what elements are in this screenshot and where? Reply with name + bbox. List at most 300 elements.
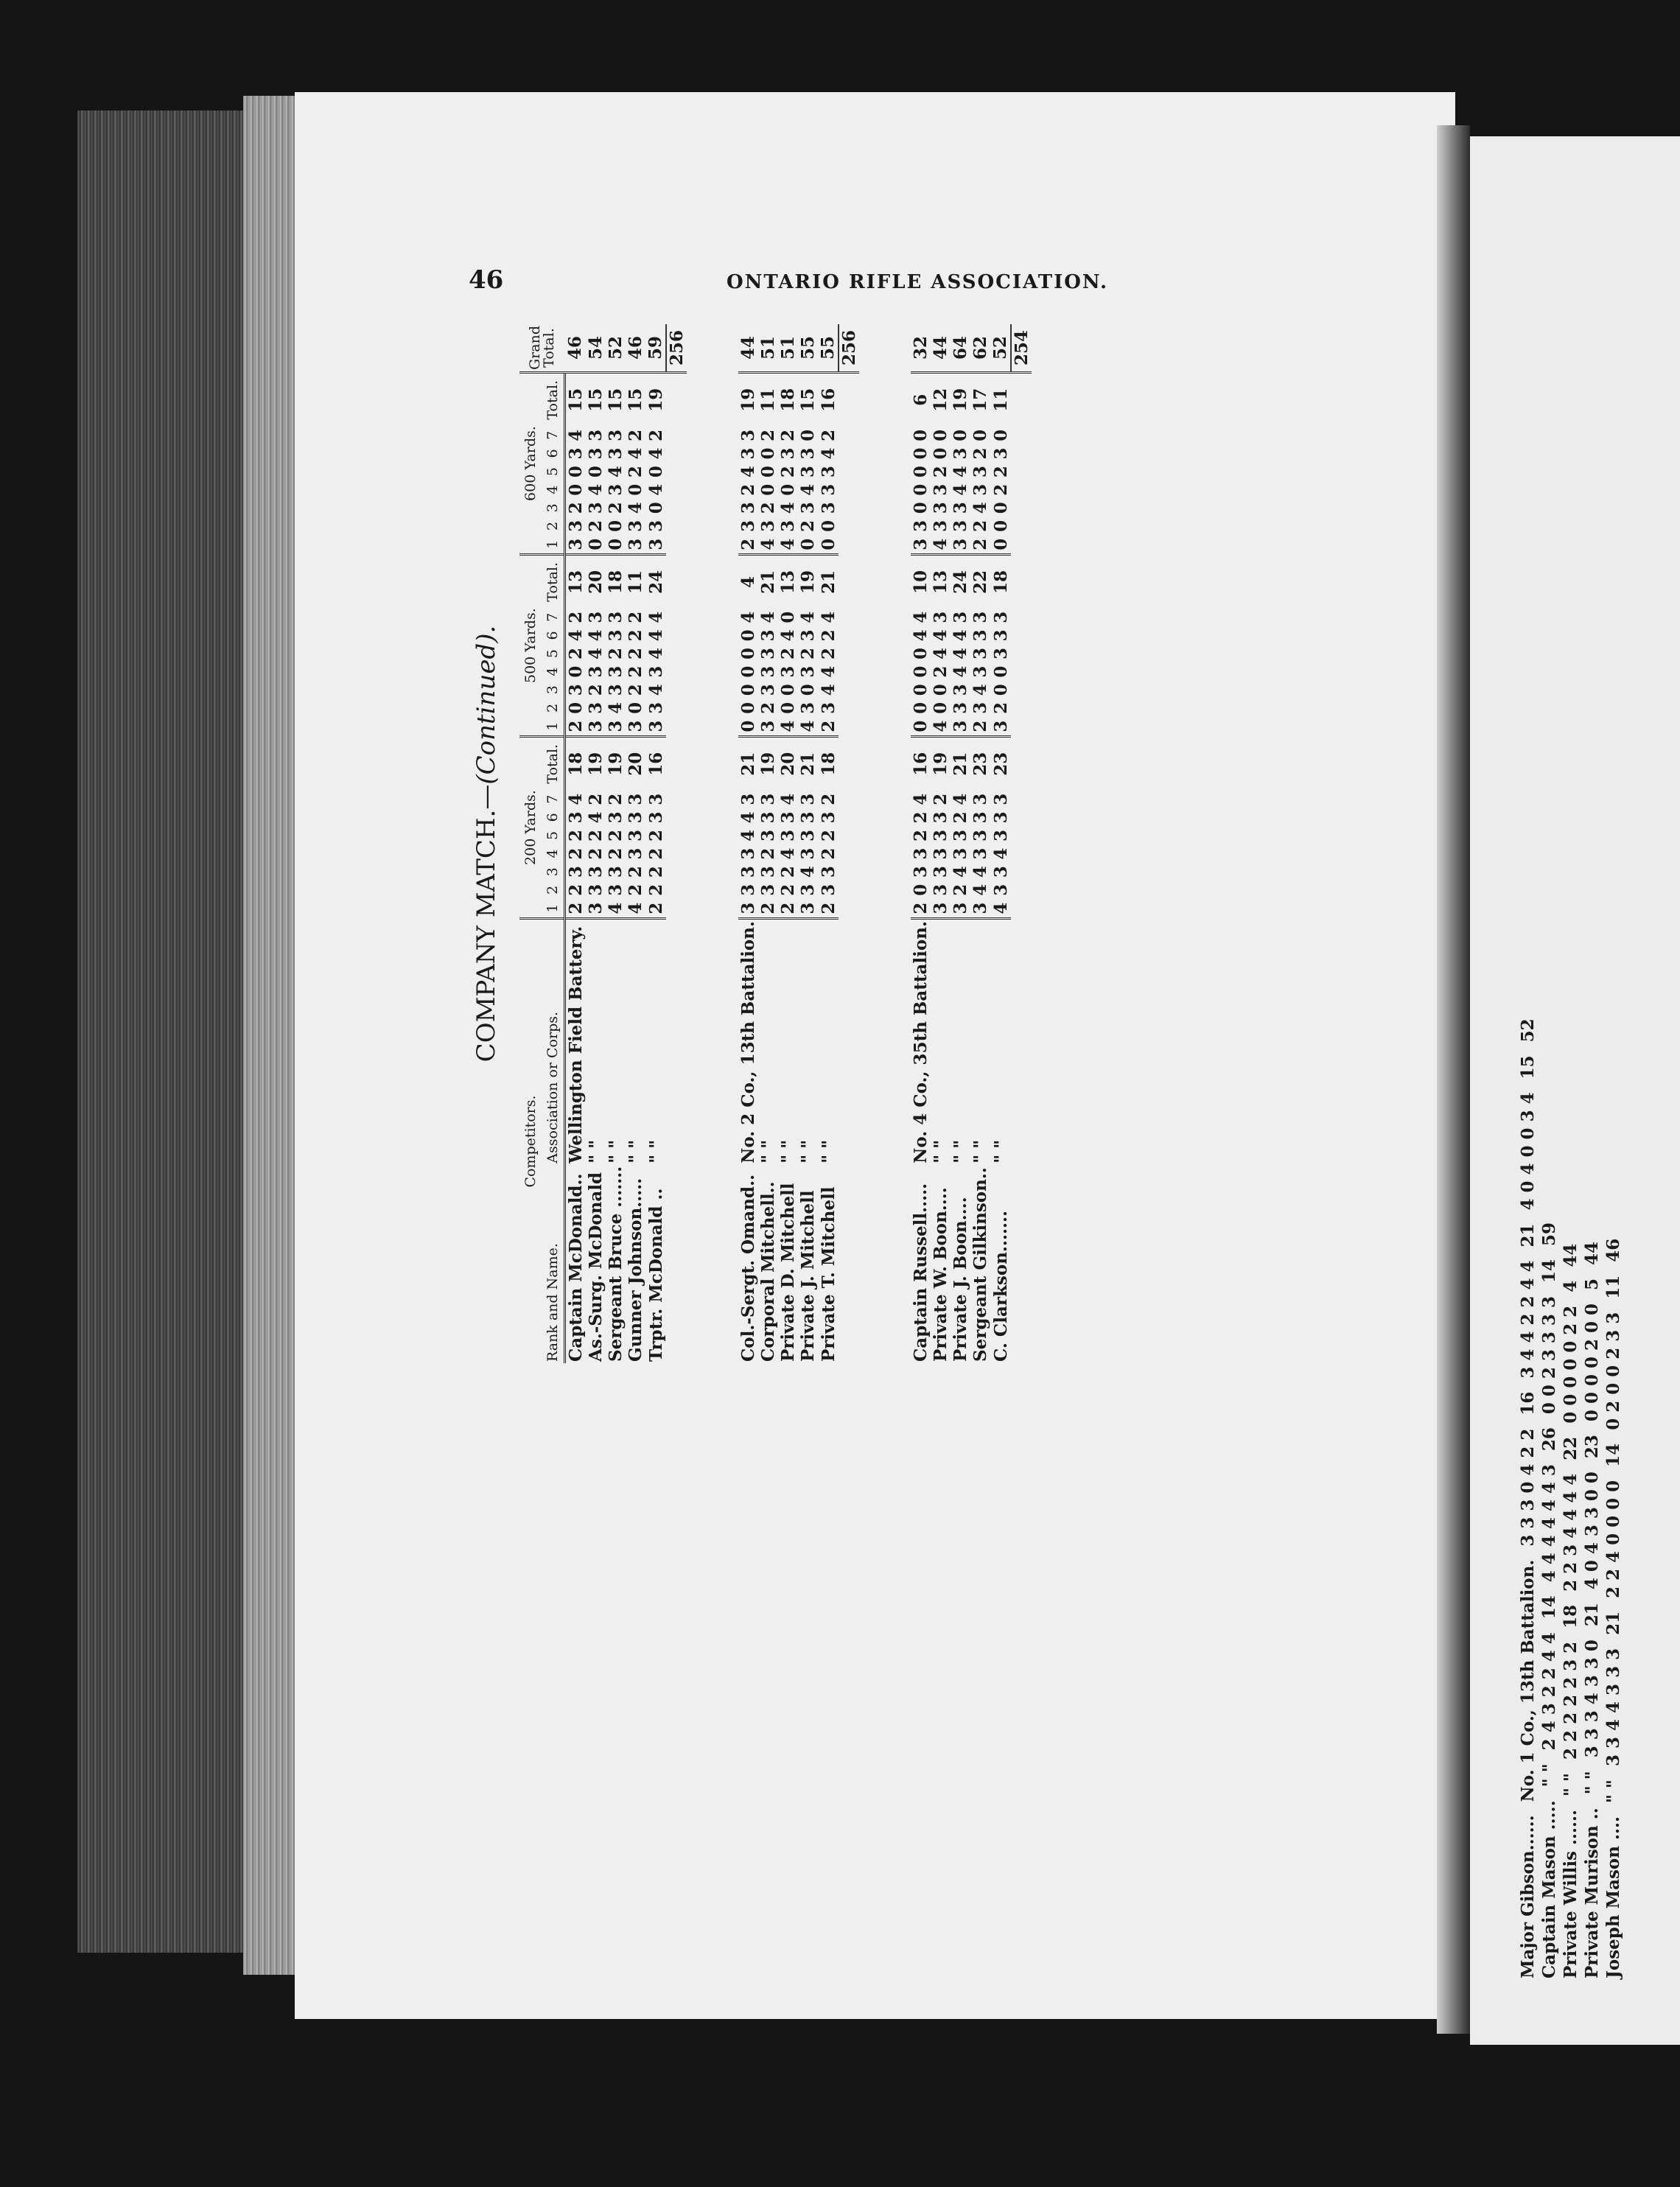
shot-score: 2 — [626, 684, 645, 696]
competitor-name: Captain McDonald.. — [566, 1173, 586, 1362]
shot-number-header: 2 — [542, 699, 565, 718]
range-total: 24 — [951, 570, 970, 594]
shot-score: 0 — [818, 519, 839, 532]
shot-score: 3 — [990, 811, 1011, 824]
competitor-corps: " " — [951, 1139, 970, 1164]
next-page-cell: 52 — [1518, 1018, 1538, 1043]
range-total: 17 — [970, 388, 990, 412]
shot-number-header: 7 — [542, 790, 565, 808]
shot-score: 3 — [970, 811, 990, 824]
shot-score: 3 — [951, 447, 970, 460]
shot-score: 2 — [645, 429, 666, 441]
shot-score: 3 — [798, 629, 818, 642]
range-total: 21 — [738, 752, 758, 776]
shot-number-header: 1 — [542, 717, 565, 736]
shot-score: 2 — [626, 466, 645, 478]
shot-score: 3 — [758, 717, 778, 736]
shot-score: 3 — [778, 811, 798, 824]
team-total: 256 — [666, 324, 687, 373]
shot-score: 3 — [798, 502, 818, 514]
range-total: 15 — [566, 388, 586, 412]
competitor-corps: " " — [606, 1139, 626, 1164]
next-page-cell: 2 4 3 2 2 4 4 — [1539, 1632, 1559, 1751]
range-total: 19 — [931, 752, 951, 776]
shot-score: 2 — [645, 899, 666, 918]
shot-number-header: 2 — [542, 517, 565, 536]
shot-score: 0 — [911, 648, 931, 660]
shot-score: 3 — [738, 883, 758, 896]
shot-score: 3 — [970, 701, 990, 714]
shot-score: 0 — [911, 429, 931, 441]
next-page-cell: " " — [1603, 1779, 1623, 1803]
range-total: 19 — [606, 752, 626, 776]
shot-score: 3 — [758, 829, 778, 841]
shot-score: 3 — [911, 535, 931, 554]
shot-score: 0 — [970, 429, 990, 441]
next-page-cell: 21 — [1518, 1223, 1538, 1248]
shot-score: 2 — [565, 899, 587, 918]
shot-score: 2 — [778, 466, 798, 478]
shot-score: 2 — [566, 829, 586, 841]
shot-score: 3 — [818, 811, 839, 824]
shot-score: 0 — [758, 466, 778, 478]
shot-score: 0 — [798, 429, 818, 441]
shot-score: 2 — [586, 793, 606, 805]
shot-score: 3 — [586, 701, 606, 714]
rank-name-header: Rank and Name. — [542, 1165, 565, 1363]
next-page-cell: 5 — [1582, 1278, 1602, 1290]
shot-score: 3 — [931, 519, 951, 532]
shot-score: 3 — [931, 483, 951, 496]
shot-number-header: 4 — [542, 844, 565, 863]
shot-score: 4 — [951, 665, 970, 678]
shot-score: 3 — [931, 811, 951, 824]
shot-score: 3 — [606, 717, 626, 736]
shot-score: 0 — [911, 684, 931, 696]
competitor-name: Private T. Mitchell — [818, 1186, 839, 1362]
team-total-row — [666, 324, 687, 1363]
shot-score: 2 — [911, 811, 931, 824]
next-page-cell: 21 — [1582, 1603, 1602, 1627]
competitor-name: Corporal Mitchell.. — [758, 1181, 778, 1362]
shot-number-header: 1 — [542, 535, 565, 554]
shot-score: 0 — [911, 701, 931, 714]
shot-score: 3 — [990, 717, 1011, 736]
shot-score: 3 — [778, 519, 798, 532]
shot-score: 0 — [990, 519, 1011, 532]
next-page-cell: 0 0 0 0 2 0 0 — [1582, 1303, 1602, 1422]
shot-score: 3 — [738, 899, 758, 918]
team-gap — [859, 324, 911, 1363]
competitor-corps: " " — [990, 1139, 1011, 1164]
next-page-cell: 14 — [1539, 1595, 1559, 1620]
shot-score: 4 — [970, 502, 990, 514]
grand-total: 44 — [931, 324, 951, 373]
next-page-cell: 46 — [1603, 1238, 1623, 1262]
grand-total: 51 — [758, 324, 778, 373]
shot-score: 3 — [951, 847, 970, 860]
shot-score: 3 — [931, 883, 951, 896]
shot-score: 3 — [566, 866, 586, 878]
shot-score: 2 — [626, 665, 645, 678]
next-page-cell: 22 — [1561, 1436, 1581, 1460]
shot-score: 3 — [606, 665, 626, 678]
shot-score: 4 — [990, 847, 1011, 860]
shot-score: 0 — [990, 502, 1011, 514]
shot-score: 3 — [738, 429, 758, 441]
range-total: 21 — [951, 752, 970, 776]
shot-score: 4 — [566, 429, 586, 441]
shot-score: 4 — [798, 717, 818, 736]
next-page-cell: No. 1 Co., 13th Battalion. — [1518, 1559, 1538, 1802]
shot-number-header: 7 — [542, 427, 565, 445]
competitor-name: Private W. Boon.... — [931, 1187, 951, 1362]
shot-score: 4 — [931, 648, 951, 660]
range-total: 13 — [931, 570, 951, 594]
shot-score: 2 — [758, 701, 778, 714]
shot-score: 3 — [626, 847, 645, 860]
next-page-cell: 0 0 0 0 0 2 2 — [1561, 1305, 1581, 1424]
next-page-cell: " " — [1539, 1763, 1559, 1788]
shot-score: 0 — [758, 483, 778, 496]
shot-number-header: 6 — [542, 444, 565, 463]
competitor-corps: Wellington Field Battery. — [566, 925, 586, 1164]
shot-score: 0 — [645, 466, 666, 478]
shot-score: 4 — [645, 684, 666, 696]
range-500-header: 500 Yards. — [519, 555, 542, 737]
shot-score: 0 — [911, 665, 931, 678]
shot-score: 4 — [738, 811, 758, 824]
shot-score: 3 — [645, 665, 666, 678]
grand-total: 46 — [626, 324, 645, 373]
shot-score: 4 — [798, 611, 818, 623]
shot-score: 4 — [626, 899, 645, 918]
next-page-cell: 3 3 3 4 3 3 0 — [1582, 1640, 1602, 1758]
competitor-name: Trptr. McDonald .. — [645, 1188, 666, 1362]
shot-score: 2 — [566, 611, 586, 623]
shot-score: 4 — [606, 466, 626, 478]
range-total: 15 — [586, 388, 606, 412]
competitor-corps: No. 2 Co., 13th Battalion. — [738, 921, 758, 1164]
shot-score: 3 — [586, 429, 606, 441]
next-page-cell: 0 2 0 0 2 3 3 — [1603, 1312, 1623, 1430]
shot-score: 2 — [818, 829, 839, 841]
shot-score: 2 — [758, 847, 778, 860]
shot-score: 3 — [606, 629, 626, 642]
table-row — [911, 324, 931, 1363]
range-total: 15 — [798, 388, 818, 412]
team-gap-cell — [859, 324, 911, 1363]
shot-score: 0 — [798, 684, 818, 696]
shot-score: 2 — [970, 717, 990, 736]
shot-score: 3 — [951, 684, 970, 696]
grand-total: 54 — [586, 324, 606, 373]
shot-score: 2 — [818, 899, 839, 918]
shot-score: 3 — [911, 847, 931, 860]
shot-score: 2 — [778, 429, 798, 441]
next-page-fragment — [1518, 873, 1680, 1978]
competitor-name: Private J. Mitchell — [798, 1190, 818, 1362]
competitor-name: C. Clarkson....... — [990, 1211, 1011, 1362]
range-total: 16 — [818, 388, 839, 412]
next-page-cell: 23 — [1582, 1435, 1602, 1459]
shot-number-header: 5 — [542, 463, 565, 481]
range-total: 18 — [818, 752, 839, 776]
shot-score: 0 — [606, 535, 626, 554]
shot-score: 3 — [586, 866, 606, 878]
shot-score: 3 — [626, 793, 645, 805]
shot-score: 3 — [951, 535, 970, 554]
shot-score: 2 — [951, 811, 970, 824]
shot-score: 4 — [645, 447, 666, 460]
shot-score: 2 — [566, 648, 586, 660]
next-page-cell: 14 — [1603, 1443, 1623, 1467]
shot-score: 3 — [990, 866, 1011, 878]
shot-score: 4 — [970, 684, 990, 696]
grand-total: 52 — [606, 324, 626, 373]
shot-number-header: 5 — [542, 827, 565, 845]
competitor-name: Col.-Sergt. Omand.. — [738, 1174, 758, 1362]
shot-score: 2 — [778, 883, 798, 896]
team-total: 256 — [839, 324, 859, 373]
competitor-name: Gunner Johnson..... — [626, 1178, 645, 1362]
shot-number-header: 7 — [542, 608, 565, 626]
shot-score: 3 — [798, 811, 818, 824]
next-page-row — [1518, 1005, 1538, 1978]
shot-score: 0 — [990, 684, 1011, 696]
shot-score: 2 — [626, 883, 645, 896]
shot-score: 3 — [778, 665, 798, 678]
next-page-cell: 3 3 3 0 4 2 2 — [1518, 1428, 1538, 1547]
shot-score: 2 — [818, 429, 839, 441]
shot-score: 3 — [606, 866, 626, 878]
team-total-row — [839, 324, 859, 1363]
shot-score: 2 — [970, 519, 990, 532]
shot-score: 2 — [626, 611, 645, 623]
shot-score: 3 — [970, 665, 990, 678]
book-page-right — [1470, 136, 1680, 2045]
shot-number-header: 6 — [542, 626, 565, 645]
score-table — [519, 324, 1032, 1363]
shot-score: 2 — [645, 866, 666, 878]
shot-score: 0 — [911, 502, 931, 514]
shot-score: 4 — [738, 829, 758, 841]
shot-score: 3 — [586, 883, 606, 896]
shot-score: 3 — [931, 829, 951, 841]
shot-score: 4 — [738, 611, 758, 623]
shot-score: 4 — [586, 629, 606, 642]
shot-score: 3 — [990, 793, 1011, 805]
shot-score: 4 — [626, 447, 645, 460]
shot-score: 3 — [626, 717, 645, 736]
next-page-cell: 44 — [1582, 1241, 1602, 1265]
shot-score: 3 — [818, 883, 839, 896]
shot-score: 0 — [738, 684, 758, 696]
table-row — [565, 324, 587, 1363]
shot-score: 3 — [566, 447, 586, 460]
next-page-cell: 3 3 4 4 3 3 3 — [1603, 1648, 1623, 1766]
shot-score: 2 — [645, 829, 666, 841]
shot-score: 4 — [606, 701, 626, 714]
shot-score: 4 — [931, 629, 951, 642]
competitor-name: Private D. Mitchell — [778, 1183, 798, 1362]
grand-total-header: Grand Total. — [519, 324, 565, 373]
competitor-corps: " " — [586, 1139, 606, 1164]
grand-total: 55 — [798, 324, 818, 373]
shot-score: 0 — [738, 701, 758, 714]
shot-score: 2 — [798, 648, 818, 660]
competitor-name: As.-Surg. McDonald — [586, 1172, 606, 1362]
range-total: 12 — [931, 388, 951, 412]
shot-score: 2 — [626, 429, 645, 441]
shot-score: 3 — [586, 502, 606, 514]
shot-score: 4 — [758, 535, 778, 554]
competitor-corps: " " — [931, 1139, 951, 1164]
competitor-corps: " " — [798, 1139, 818, 1164]
shot-score: 4 — [951, 466, 970, 478]
shot-score: 3 — [606, 429, 626, 441]
table-row — [798, 324, 818, 1363]
shot-score: 2 — [931, 793, 951, 805]
shot-score: 4 — [778, 629, 798, 642]
shot-score: 2 — [911, 899, 931, 918]
range-total: 16 — [911, 752, 931, 776]
shot-score: 3 — [758, 665, 778, 678]
shot-score: 3 — [818, 502, 839, 514]
grand-total: 64 — [951, 324, 970, 373]
shot-score: 3 — [970, 847, 990, 860]
shot-score: 2 — [818, 717, 839, 736]
shot-score: 3 — [738, 519, 758, 532]
shot-score: 3 — [606, 447, 626, 460]
grand-total: 59 — [645, 324, 666, 373]
shot-number-header: 1 — [542, 899, 565, 918]
competitor-corps: " " — [818, 1139, 839, 1164]
next-page-cell: 15 — [1518, 1055, 1538, 1079]
shot-score: 3 — [970, 648, 990, 660]
range-200-header: 200 Yards. — [519, 737, 542, 919]
shot-score: 3 — [990, 629, 1011, 642]
range-total: 19 — [738, 388, 758, 412]
range-total: 21 — [798, 752, 818, 776]
shot-score: 4 — [911, 611, 931, 623]
shot-score: 2 — [586, 829, 606, 841]
shot-score: 0 — [990, 429, 1011, 441]
shot-score: 0 — [911, 883, 931, 896]
range-total: 16 — [645, 752, 666, 776]
range-total: 18 — [566, 752, 586, 776]
shot-score: 0 — [931, 701, 951, 714]
shot-score: 3 — [738, 447, 758, 460]
shot-score: 3 — [738, 793, 758, 805]
shot-score: 3 — [990, 883, 1011, 896]
shot-score: 0 — [911, 466, 931, 478]
range-total: 19 — [586, 752, 606, 776]
shot-score: 2 — [990, 483, 1011, 496]
next-page-cell: Major Gibson...... — [1518, 1815, 1538, 1978]
competitor-name: Sergeant Bruce ....... — [606, 1166, 626, 1362]
shot-score: 3 — [951, 701, 970, 714]
shot-score: 4 — [990, 899, 1011, 918]
shot-score: 0 — [738, 648, 758, 660]
shot-score: 4 — [818, 665, 839, 678]
shot-score: 4 — [645, 611, 666, 623]
shot-score: 3 — [645, 535, 666, 554]
competitor-name: Captain Russell..... — [911, 1183, 931, 1362]
shot-score: 0 — [758, 447, 778, 460]
shot-number-header: 3 — [542, 681, 565, 699]
shot-score: 0 — [586, 535, 606, 554]
shot-score: 3 — [758, 793, 778, 805]
shot-score: 2 — [738, 535, 758, 554]
shot-score: 4 — [758, 611, 778, 623]
shot-score: 3 — [758, 629, 778, 642]
range-total: 18 — [606, 570, 626, 594]
next-page-cell: 2 2 4 0 0 0 0 — [1603, 1480, 1623, 1598]
shot-score: 4 — [645, 648, 666, 660]
range-total: 18 — [778, 388, 798, 412]
next-page-cell: 2 2 2 2 2 3 2 — [1561, 1641, 1581, 1760]
shot-score: 2 — [586, 847, 606, 860]
shot-score: 2 — [758, 899, 778, 918]
shot-score: 2 — [566, 883, 586, 896]
shot-score: 4 — [778, 717, 798, 736]
shot-score: 0 — [566, 466, 586, 478]
shot-number-header: 3 — [542, 499, 565, 517]
shot-score: 3 — [970, 793, 990, 805]
shot-score: 0 — [911, 717, 931, 736]
competitor-corps: " " — [758, 1139, 778, 1164]
shot-score: 4 — [818, 684, 839, 696]
next-page-cell: " " — [1561, 1772, 1581, 1796]
shot-score: 2 — [645, 883, 666, 896]
table-row — [758, 324, 778, 1363]
next-page-cell: 4 — [1561, 1280, 1581, 1292]
range-total: 11 — [990, 388, 1011, 412]
table-row — [606, 324, 626, 1363]
shot-score: 3 — [586, 717, 606, 736]
shot-number-header: 5 — [542, 645, 565, 663]
shot-score: 0 — [645, 502, 666, 514]
shot-score: 4 — [586, 483, 606, 496]
shot-score: 3 — [911, 519, 931, 532]
shot-score: 4 — [951, 648, 970, 660]
next-page-cell: 44 — [1561, 1243, 1581, 1267]
shot-score: 4 — [606, 899, 626, 918]
next-page-cell: 4 4 4 4 4 4 3 — [1539, 1464, 1559, 1583]
shot-score: 3 — [990, 829, 1011, 841]
shot-score: 4 — [645, 629, 666, 642]
shot-score: 2 — [778, 899, 798, 918]
range-total-header: Total. — [542, 555, 565, 609]
shot-score: 3 — [606, 611, 626, 623]
shot-score: 2 — [586, 519, 606, 532]
shot-score: 2 — [951, 883, 970, 896]
shot-score: 0 — [738, 629, 758, 642]
shot-score: 4 — [566, 629, 586, 642]
shot-score: 3 — [778, 829, 798, 841]
shot-score: 4 — [911, 793, 931, 805]
next-page-cell: 18 — [1561, 1604, 1581, 1628]
grand-total: 62 — [970, 324, 990, 373]
shot-score: 4 — [970, 866, 990, 878]
shot-score: 3 — [645, 811, 666, 824]
shot-score: 3 — [606, 483, 626, 496]
shot-score: 2 — [911, 829, 931, 841]
shot-score: 4 — [818, 611, 839, 623]
shot-score: 4 — [951, 483, 970, 496]
shot-score: 3 — [951, 829, 970, 841]
